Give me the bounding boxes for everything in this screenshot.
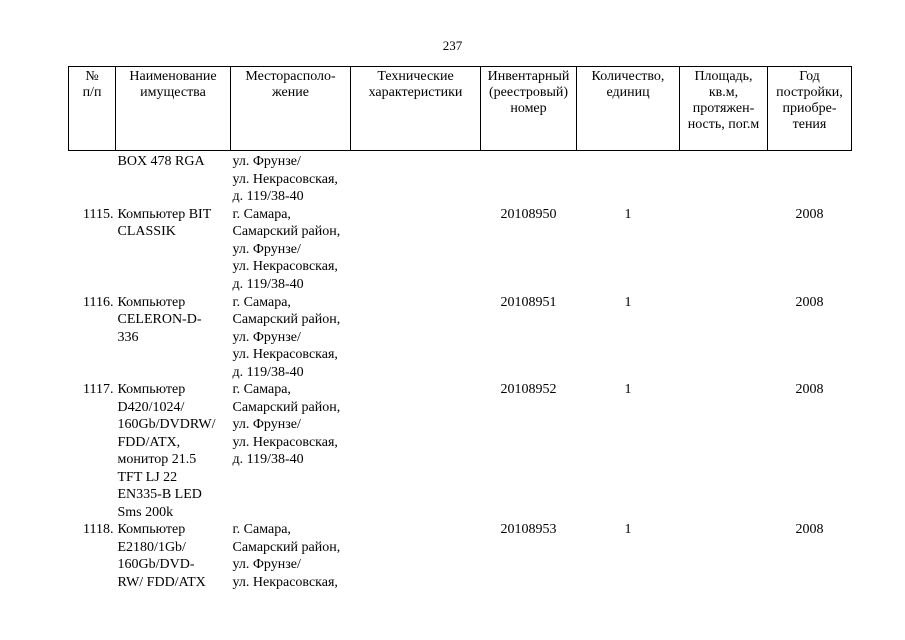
item-quantity: 1	[624, 206, 632, 222]
item-inventory-number: 20108953	[500, 522, 557, 537]
item-location-line: Самарский район,	[232, 312, 341, 327]
header-line: Количество,	[591, 69, 665, 84]
item-location-line: ул. Некрасовская,	[232, 259, 338, 274]
item-tech	[351, 381, 481, 521]
item-location-line: г. Самара,	[232, 206, 291, 222]
item-name-line: EN335-B LED	[117, 487, 202, 502]
item-name	[116, 206, 231, 294]
item-name	[116, 294, 231, 382]
item-location-line: Самарский район,	[232, 399, 341, 415]
item-year: 2008	[795, 294, 824, 310]
item-location-line: ул. Фрунзе/	[232, 241, 301, 257]
header-year	[768, 67, 852, 151]
row-number	[69, 151, 116, 206]
header-line: п/п	[82, 85, 102, 100]
item-location	[231, 151, 351, 206]
header-line: кв.м,	[708, 85, 739, 100]
header-line: постройки,	[776, 85, 843, 100]
header-name	[116, 67, 231, 151]
table-row	[69, 294, 852, 382]
row-number: 1116.	[83, 294, 114, 310]
item-name-line: Компьютер BIT	[117, 206, 212, 222]
item-location-line: г. Самара,	[232, 294, 291, 310]
item-quantity: 1	[624, 382, 632, 397]
table-row	[69, 151, 852, 206]
page-number: 237	[442, 38, 463, 53]
row-number: 1118.	[83, 522, 114, 537]
item-location-line: г. Самара,	[232, 382, 291, 397]
item-name-line: 160Gb/DVDRW/	[117, 417, 216, 432]
item-name	[116, 381, 231, 521]
item-location-line: д. 119/38-40	[232, 452, 304, 467]
property-registry-table	[68, 66, 852, 601]
item-name-line: E2180/1Gb/	[117, 539, 186, 555]
item-name-line: 160Gb/DVD-	[117, 557, 195, 572]
header-area	[680, 67, 768, 151]
item-year: 2008	[795, 206, 824, 222]
item-location	[231, 294, 351, 382]
header-line: тения	[792, 117, 827, 132]
item-location-line: д. 119/38-40	[232, 189, 304, 204]
header-line: единиц	[606, 85, 650, 100]
table-body	[69, 151, 852, 602]
item-name-line: Компьютер	[117, 522, 186, 537]
table-row	[69, 206, 852, 294]
item-inventory-number: 20108950	[500, 206, 557, 222]
item-name-line: RW/ FDD/ATX	[117, 574, 206, 590]
item-location	[231, 521, 351, 601]
row-number: 1117.	[83, 382, 114, 397]
header-line: жение	[272, 85, 309, 100]
item-quantity: 1	[624, 522, 632, 537]
item-name	[116, 151, 231, 206]
item-location-line: ул. Фрунзе/	[232, 329, 301, 345]
header-number	[69, 67, 116, 151]
header-quantity	[577, 67, 680, 151]
header-line: протяжен-	[692, 101, 755, 116]
header-line: приобре-	[782, 101, 837, 116]
item-name-line: монитор 21.5	[117, 452, 197, 467]
item-location-line: Самарский район,	[232, 224, 341, 239]
header-location	[231, 67, 351, 151]
header-line: Площадь,	[694, 69, 753, 84]
item-location-line: д. 119/38-40	[232, 276, 304, 292]
item-area	[680, 294, 768, 382]
header-line: (реестровый)	[488, 85, 569, 100]
item-year: 2008	[795, 522, 824, 537]
item-name	[116, 521, 231, 601]
item-location-line: ул. Некрасовская,	[232, 434, 338, 450]
table-row	[69, 381, 852, 521]
item-location-line: г. Самара,	[232, 522, 291, 537]
header-line: Технические	[377, 69, 454, 84]
item-area	[680, 206, 768, 294]
item-name-line: D420/1024/	[117, 399, 185, 415]
header-line: ность, пог.м	[687, 117, 760, 132]
header-inventory	[481, 67, 577, 151]
row-number: 1115.	[83, 206, 114, 222]
item-tech	[351, 294, 481, 382]
item-name-line: BOX 478 RGA	[117, 154, 205, 169]
item-quantity: 1	[624, 294, 632, 310]
header-line: Месторасполо-	[245, 69, 336, 84]
item-name-line: Компьютер	[117, 382, 186, 397]
item-name-line: CLASSIK	[117, 224, 176, 239]
header-line: номер	[510, 101, 547, 116]
item-location-line: ул. Фрунзе/	[232, 417, 301, 432]
item-year: 2008	[795, 382, 824, 397]
item-tech	[351, 521, 481, 601]
item-quantity	[577, 151, 680, 206]
header-line: Инвентарный	[487, 69, 570, 84]
item-inventory-number: 20108951	[500, 294, 557, 310]
item-area	[680, 381, 768, 521]
item-location-line: ул. Некрасовская,	[232, 347, 338, 362]
item-area	[680, 151, 768, 206]
item-inventory-number	[481, 151, 577, 206]
item-tech	[351, 151, 481, 206]
item-location-line: ул. Фрунзе/	[232, 154, 301, 169]
item-location-line: Самарский район,	[232, 539, 341, 555]
item-area	[680, 521, 768, 601]
item-location-line: ул. Некрасовская,	[232, 574, 338, 590]
item-location	[231, 381, 351, 521]
header-line: Наименование	[129, 69, 217, 84]
table-header-row	[69, 67, 852, 151]
item-location-line: д. 119/38-40	[232, 364, 304, 380]
item-name-line: FDD/ATX,	[117, 434, 181, 450]
item-name-line: 336	[117, 329, 139, 345]
item-inventory-number: 20108952	[500, 382, 557, 397]
item-name-line: Sms 200k	[117, 504, 174, 520]
header-tech	[351, 67, 481, 151]
item-location	[231, 206, 351, 294]
item-tech	[351, 206, 481, 294]
table-row	[69, 521, 852, 601]
item-year	[768, 151, 852, 206]
header-line: №	[85, 69, 99, 84]
item-name-line: CELERON-D-	[117, 312, 202, 327]
item-name-line: Компьютер	[117, 294, 186, 310]
item-location-line: ул. Фрунзе/	[232, 557, 301, 572]
item-name-line: TFT LJ 22	[117, 469, 178, 485]
header-line: характеристики	[368, 85, 463, 100]
item-location-line: ул. Некрасовская,	[232, 171, 338, 187]
header-line: имущества	[140, 85, 206, 100]
header-line: Год	[799, 69, 820, 84]
